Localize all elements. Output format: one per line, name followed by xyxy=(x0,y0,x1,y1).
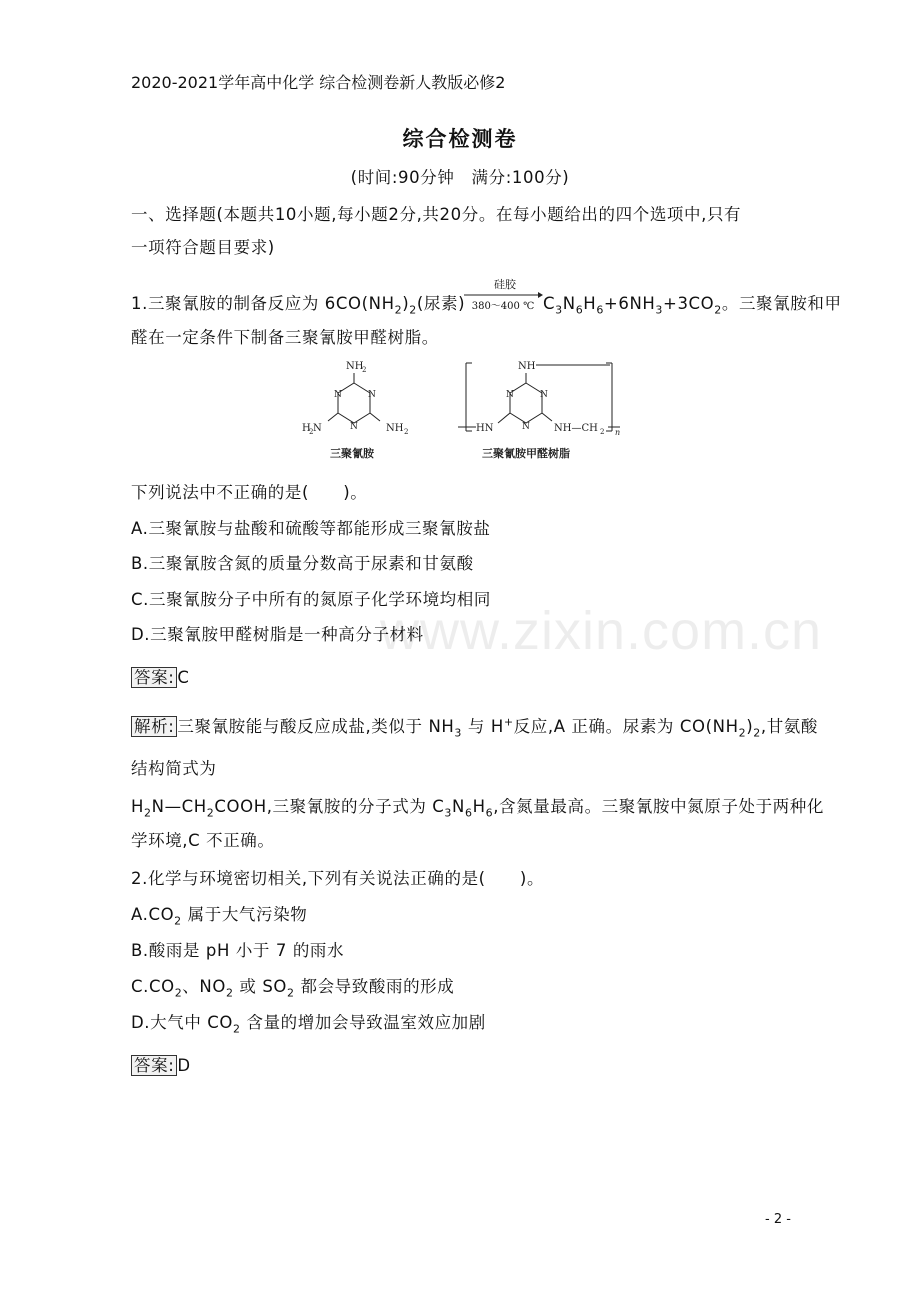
q2-question: 2.化学与环境密切相关,下列有关说法正确的是( )。 xyxy=(131,869,545,888)
subscript: 2 xyxy=(409,303,417,317)
label-resin-n: n xyxy=(615,428,621,437)
svg-text:2: 2 xyxy=(309,428,314,436)
svg-text:N: N xyxy=(313,423,322,434)
analysis-text: 与 H xyxy=(467,717,504,736)
q1-option-a: A.三聚氰胺与盐酸和硫酸等都能形成三聚氰胺盐 xyxy=(131,519,491,538)
label-resin-nh-ch2: NH—CH xyxy=(554,423,598,434)
q1-urea: (尿素) xyxy=(416,294,466,313)
svg-text:2: 2 xyxy=(600,428,605,436)
analysis-text: N—CH xyxy=(151,797,207,816)
q1-analysis-line4: 学环境,C 不正确。 xyxy=(131,831,275,850)
section-heading-line2: 一项符合题目要求) xyxy=(131,238,275,257)
q1-products: $C_3N_6H_6+6NH_3+3CO_2$。三聚氰胺和甲 xyxy=(543,294,842,317)
section-heading-line1: 一、选择题(本题共10小题,每小题2分,共20分。在每小题给出的四个选项中,只有 xyxy=(131,205,742,224)
label-h2n-left: H xyxy=(302,423,311,434)
q2-option-a: $A.CO_2$ 属于大气污染物 xyxy=(131,905,308,928)
analysis-label: 解析: xyxy=(131,716,177,737)
analysis-text: 三聚氰胺能与酸反应成盐,类似于 NH xyxy=(177,717,455,736)
melamine-ring xyxy=(302,361,408,436)
label-nh2-right: NH xyxy=(386,423,404,434)
q2-option-c-text: 都会导致酸雨的形成 xyxy=(300,977,455,996)
q1-reaction-line: 1.三聚氰胺的制备反应为 $6CO(NH_2)_2$(尿素) xyxy=(131,294,466,317)
q1-suffix: 。三聚氰胺和甲 xyxy=(721,294,842,313)
answer-label: 答案: xyxy=(131,1055,177,1076)
analysis-text: ,含氮量最高。三聚氰胺中氮原子处于两种化 xyxy=(493,797,824,816)
q2-option-d: D.大气中 $CO_2$ 含量的增加会导致温室效应加剧 xyxy=(131,1013,486,1036)
q1-option-c: C.三聚氰胺分子中所有的氮原子化学环境均相同 xyxy=(131,590,491,609)
label-nh2-top: NH xyxy=(346,361,364,372)
svg-text:N: N xyxy=(522,422,530,432)
q1-analysis-line3: $H_2N—CH_2COOH$,三聚氰胺的分子式为 $C_3N_6H_6$,含氮量最高。三聚氰胺中氮原子处于两种化 xyxy=(131,797,824,820)
q2-option-b: B.酸雨是 pH 小于 7 的雨水 xyxy=(131,941,345,960)
svg-text:N: N xyxy=(506,390,514,400)
caption-melamine: 三聚氰胺 xyxy=(330,447,374,460)
q2-option-c: $C.CO_2$、$NO_2$ 或 $SO_2$ 都会导致酸雨的形成 xyxy=(131,977,455,1000)
analysis-text: 反应,A 正确。尿素为 CO(NH xyxy=(513,717,739,736)
q1-option-d: D.三聚氰胺甲醛树脂是一种高分子材料 xyxy=(131,625,424,644)
watermark: www.zixin.com.cn xyxy=(380,601,823,661)
arrow-condition-top: 硅胶 xyxy=(494,278,516,291)
svg-text:N: N xyxy=(540,390,548,400)
q1-question: 下列说法中不正确的是( )。 xyxy=(131,483,368,502)
q2-answer xyxy=(131,1055,191,1077)
answer-label: 答案: xyxy=(131,667,177,688)
analysis-text: COOH,三聚氰胺的分子式为 C xyxy=(214,797,445,816)
q2-option-a-text: 属于大气污染物 xyxy=(187,905,308,924)
arrow-condition-bottom: 380～400 ℃ xyxy=(471,301,535,312)
q2-option-d-text: 含量的增加会导致温室效应加剧 xyxy=(246,1013,486,1032)
page-header: 2020-2021学年高中化学 综合检测卷新人教版必修2 xyxy=(131,73,506,92)
q1-option-b: B.三聚氰胺含氮的质量分数高于尿素和甘氨酸 xyxy=(131,554,474,573)
resin-structure xyxy=(458,361,620,437)
q1-line2: 醛在一定条件下制备三聚氰胺甲醛树脂。 xyxy=(131,328,439,347)
q1-analysis-line2: 结构简式为 xyxy=(131,759,217,778)
exam-subtitle: (时间:90分钟 满分:100分) xyxy=(350,168,570,187)
page-number: - 2 - xyxy=(765,1212,791,1227)
label-resin-hn: HN xyxy=(476,423,494,434)
page-title: 综合检测卷 xyxy=(402,127,518,151)
svg-text:2: 2 xyxy=(362,366,367,374)
analysis-text: ,甘氨酸 xyxy=(760,717,818,736)
svg-text:N: N xyxy=(334,390,342,400)
answer-value: C xyxy=(177,668,190,687)
caption-resin: 三聚氰胺甲醛树脂 xyxy=(482,447,570,460)
q1-analysis-line1: 解析: 三聚氰胺能与酸反应成盐,类似于 $NH_3$ 与 H+反应,A 正确。尿素为 $CO(NH_2)_2$,甘氨酸 xyxy=(131,716,818,738)
answer-value: D xyxy=(177,1056,191,1075)
melamine-structure-figure xyxy=(290,355,630,465)
q1-answer xyxy=(131,667,189,689)
subscript: 2 xyxy=(394,303,403,317)
svg-text:N: N xyxy=(350,422,358,432)
label-resin-nh-top: NH xyxy=(518,361,536,372)
svg-text:N: N xyxy=(368,390,376,400)
q1-prefix: 1.三聚氰胺的制备反应为 6CO(NH xyxy=(131,294,395,313)
svg-text:2: 2 xyxy=(404,428,409,436)
